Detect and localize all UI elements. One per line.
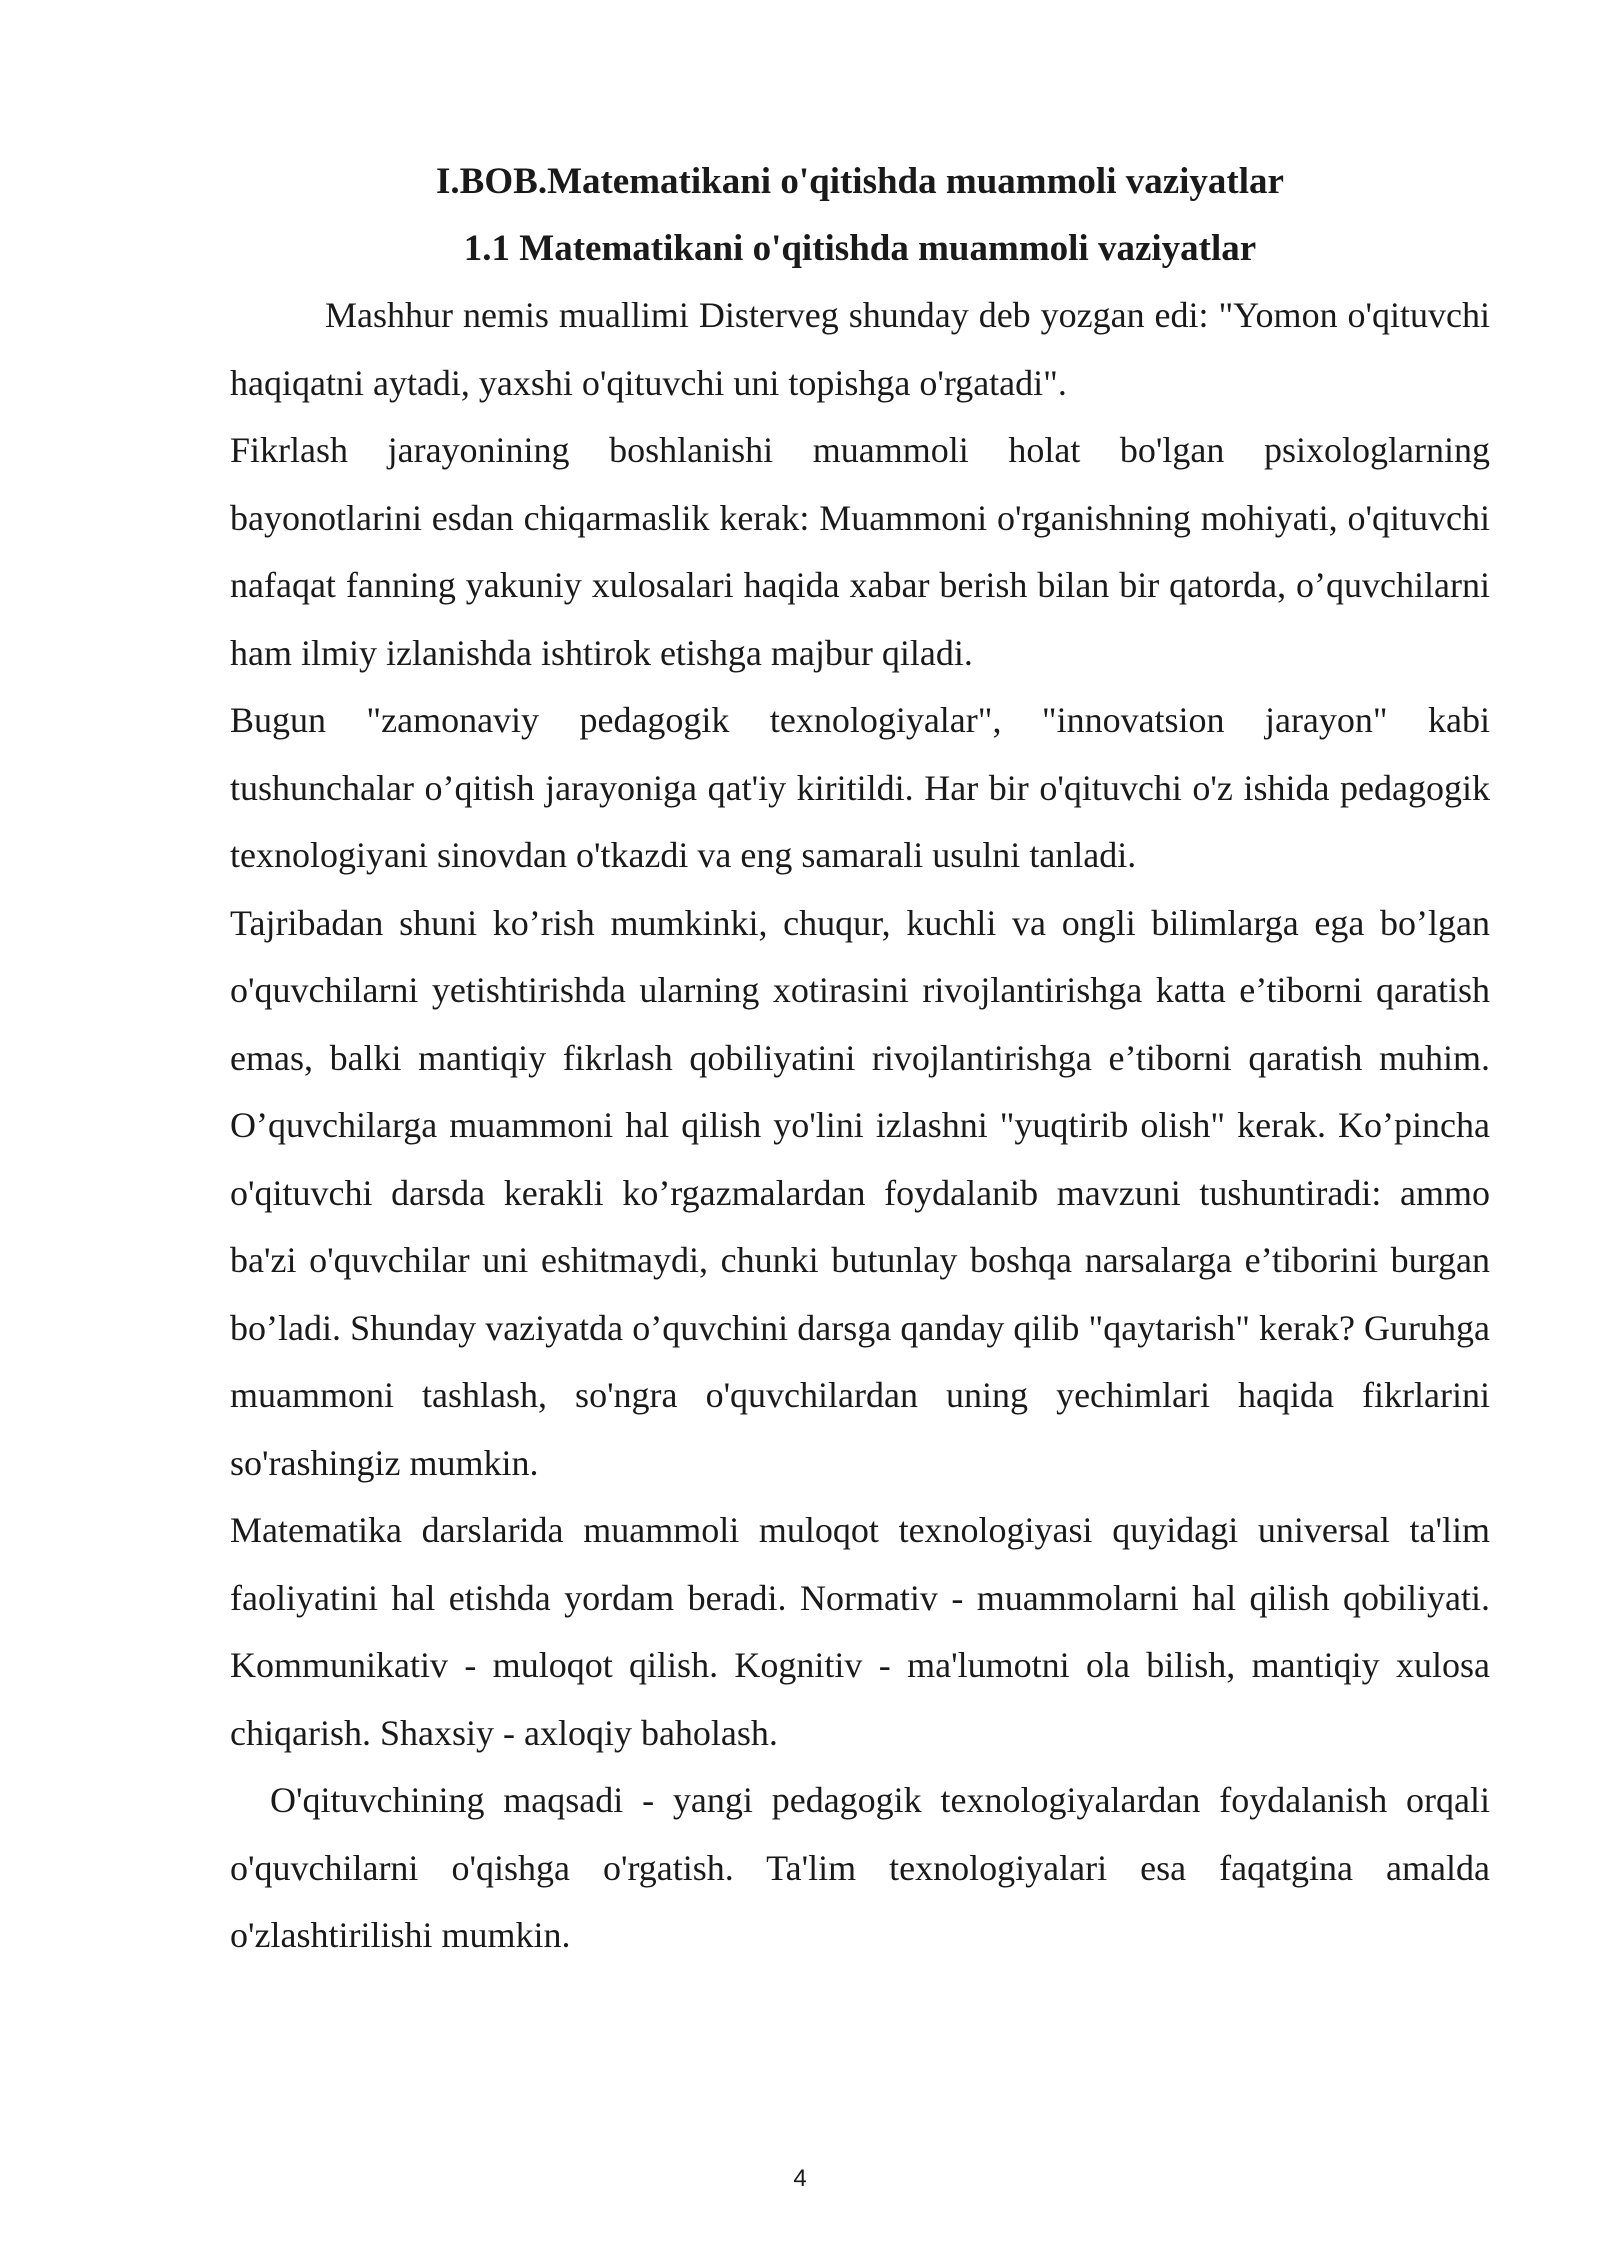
paragraph-teacher-goal: O'qituvchining maqsadi - yangi pedagogik texnologiyalardan foydalanish orqali o'quvchilarni o'qishga o'rgatish. Ta'lim texnologiyalari esa faqatgina amalda o'zlashtirilishi mumkin. (230, 1780, 1490, 1955)
paragraph-thinking-process: Fikrlash jarayonining boshlanishi muammoli holat bo'lgan psixologlarning bayonotlarini esdan chiqarmaslik kerak: Muammoni o'rganishning mohiyati, o'qituvchi nafaqat fanning yakuniy xulosalari haqida xabar berish bilan bir qatorda, o’quvchilarni ham ilmiy izlanishda ishtirok etishga majbur qiladi. (230, 430, 1490, 673)
paragraph-quote: Mashhur nemis muallimi Disterveg shunday deb yozgan edi: "Yomon o'qituvchi haqiqatni aytadi, yaxshi o'qituvchi uni topishga o'rgatadi". (230, 295, 1490, 403)
document-page (230, 148, 1490, 1970)
section-title: 1.1 Matematikani o'qitishda muammoli vaziyatlar (463, 228, 1257, 269)
paragraph-modern-technologies: Bugun "zamonaviy pedagogik texnologiyalar", "innovatsion jarayon" kabi tushunchalar o’qitish jarayoniga qat'iy kiritildi. Har bir o'qituvchi o'z ishida pedagogik texnologiyani sinovdan o'tkazdi va eng samarali usulni tanladi. (230, 700, 1490, 875)
paragraph-experience: Tajribadan shuni ko’rish mumkinki, chuqur, kuchli va ongli bilimlarga ega bo’lgan o'quvchilarni yetishtirishda ularning xotirasini rivojlantirishga katta e’tiborni qaratish emas, balki mantiqiy fikrlash qobiliyatini rivojlantirishga e’tiborni qaratish muhim. O’quvchilarga muammoni hal qilish yo'lini izlashni "yuqtirib olish" kerak. Ko’pincha o'qituvchi darsda kerakli ko’rgazmalardan foydalanib mavzuni tushuntiradi: ammo ba'zi o'quvchilar uni eshitmaydi, chunki butunlay boshqa narsalarga e’tiborini burgan bo’ladi. Shunday vaziyatda o’quvchini darsga qanday qilib "qaytarish" kerak? Guruhga muammoni tashlash, so'ngra o'quvchilardan uning yechimlari haqida fikrlarini so'rashingiz mumkin. (230, 902, 1490, 1483)
chapter-title: I.BOB.Matematikani o'qitishda muammoli vaziyatlar (436, 161, 1284, 202)
paragraph-math-lessons: Matematika darslarida muammoli muloqot texnologiyasi quyidagi universal ta'lim faoliyatini hal etishda yordam beradi. Normativ - muammolarni hal qilish qobiliyati. Kommunikativ - muloqot qilish. Kognitiv - ma'lumotni ola bilish, mantiqiy xulosa chiqarish. Shaxsiy - axloqiy baholash. (230, 1510, 1490, 1753)
page-number: 4 (793, 2165, 807, 2192)
